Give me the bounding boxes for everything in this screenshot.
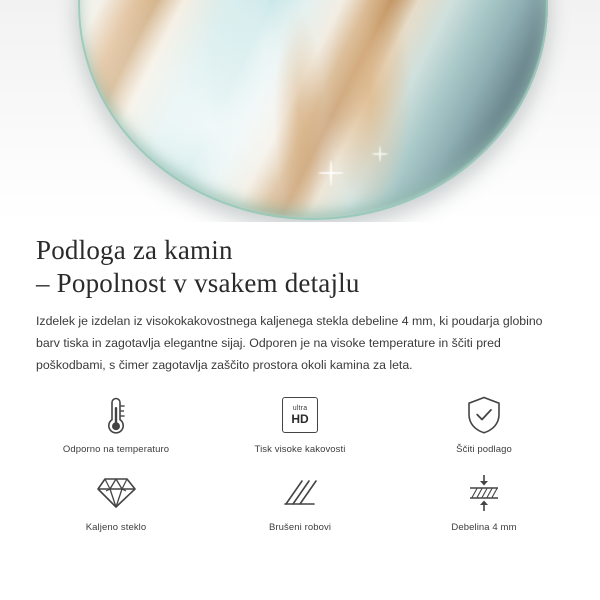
feature-label: Kaljeno steklo [85, 522, 147, 533]
page-title-line-2: – Popolnost v vsakem detajlu [36, 268, 360, 298]
polished-edges-icon [280, 470, 320, 516]
shield-check-icon [465, 392, 503, 438]
feature-item-tempered-glass [24, 470, 208, 548]
feature-item-surface-protection [392, 392, 576, 470]
feature-label: Tisk visoke kakovosti [254, 444, 346, 455]
feature-item-thickness [392, 470, 576, 548]
glass-plate-visual [78, 0, 548, 220]
feature-label: Debelina 4 mm [451, 522, 517, 533]
feature-item-print-quality [208, 392, 392, 470]
ultra-hd-top-text: ultra [292, 405, 308, 412]
diamond-icon [95, 470, 137, 516]
page-title [36, 234, 566, 300]
product-description-text: Izdelek je izdelan iz visokokakovostnega kaljenega stekla debeline 4 mm, ki poudarja globino barv tiska in zagotavlja elegantne sijaj. Odporen je na visoke temperature in ščiti pred poškodbami, s čimer zagotavlja zaščito prostora okoli kamina za leta. [36, 314, 543, 372]
thermometer-icon [103, 392, 129, 438]
feature-label: Odporno na temperaturo [62, 444, 170, 455]
feature-label: Brušeni robovi [268, 522, 332, 533]
feature-label: Ščiti podlago [456, 444, 512, 455]
ultra-hd-icon [282, 392, 318, 438]
feature-item-polished-edges [208, 470, 392, 548]
thickness-icon [464, 470, 504, 516]
page-title-line-1: Podloga za kamin [36, 235, 233, 265]
feature-item-temperature-resistant [24, 392, 208, 470]
ultra-hd-bottom-text: HD [291, 412, 309, 426]
feature-grid [24, 392, 576, 548]
hero-image [0, 0, 600, 222]
